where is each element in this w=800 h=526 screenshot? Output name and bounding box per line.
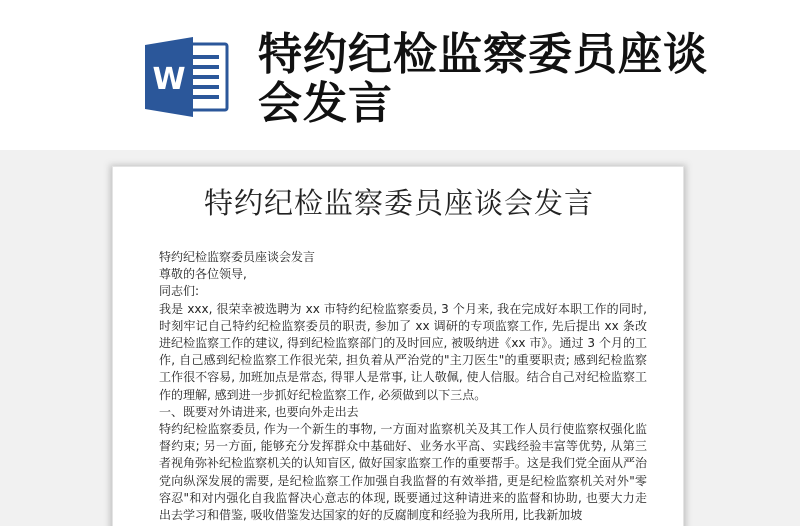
- paragraph-salutation: 尊敬的各位领导,: [159, 267, 247, 282]
- paragraph-greeting: 同志们:: [159, 284, 200, 299]
- document-preview: [112, 166, 684, 526]
- paragraph-introduction: 我是 xxx, 很荣幸被选聘为 xx 市特约纪检监察委员, 3 个月来, 我在完成好本职工作的同时, 时刻牢记自己特约纪检监察委员的职责, 参加了 xx 调研的专项监察工作, 先后提出 xx 条改进纪检监察工作的建议, 得到纪检监察部门的及时回应, 被吸纳进《xx 市》。通过 3 个月的工作, 自己感到纪检监察工作很光荣, 担负着从严治党的"主刀医生"的重要职责; 感到纪检监察工作很不容易, 加班加点是常态, 得罪人是常事, 让人敬佩, 使人信服。结合自己对纪检监察工作的理解, 感到进一步抓好纪检监察工作, 必须做到以下三点。: [159, 301, 647, 402]
- header-banner: [0, 0, 800, 150]
- header-title: 特约纪检监察委员座谈会发言: [258, 29, 708, 129]
- document-title: 特约纪检监察委员座谈会发言: [203, 186, 594, 220]
- document-body: [159, 249, 647, 524]
- svg-text:W: W: [152, 62, 186, 97]
- section-heading-1: 一、既要对外请进来, 也要向外走出去: [159, 404, 359, 419]
- word-icon: [143, 35, 229, 119]
- paragraph-doc-heading: 特约纪检监察委员座谈会发言: [159, 250, 316, 264]
- paragraph-section-1: 特约纪检监察委员, 作为一个新生的事物, 一方面对监察机关及其工作人员行使监察权强化监督约束; 另一方面, 能够充分发挥群众中基础好、业务水平高、实践经验丰富等优势, 从第三者视角弥补纪检监察机关的认知盲区, 做好国家监察工作的重要帮手。这是我们党全面从严治党向纵深发展的需要, 是纪检监察工作加强自我监督的有效举措, 更是纪检监察机关对外"零容忍"和对内强化自我监督决心意志的体现, 既要通过这种请进来的监督和协助, 也要大力走出去学习和借鉴, 吸收借鉴发达国家的好的反腐制度和经验为我所用, 比我新加坡: [159, 422, 647, 523]
